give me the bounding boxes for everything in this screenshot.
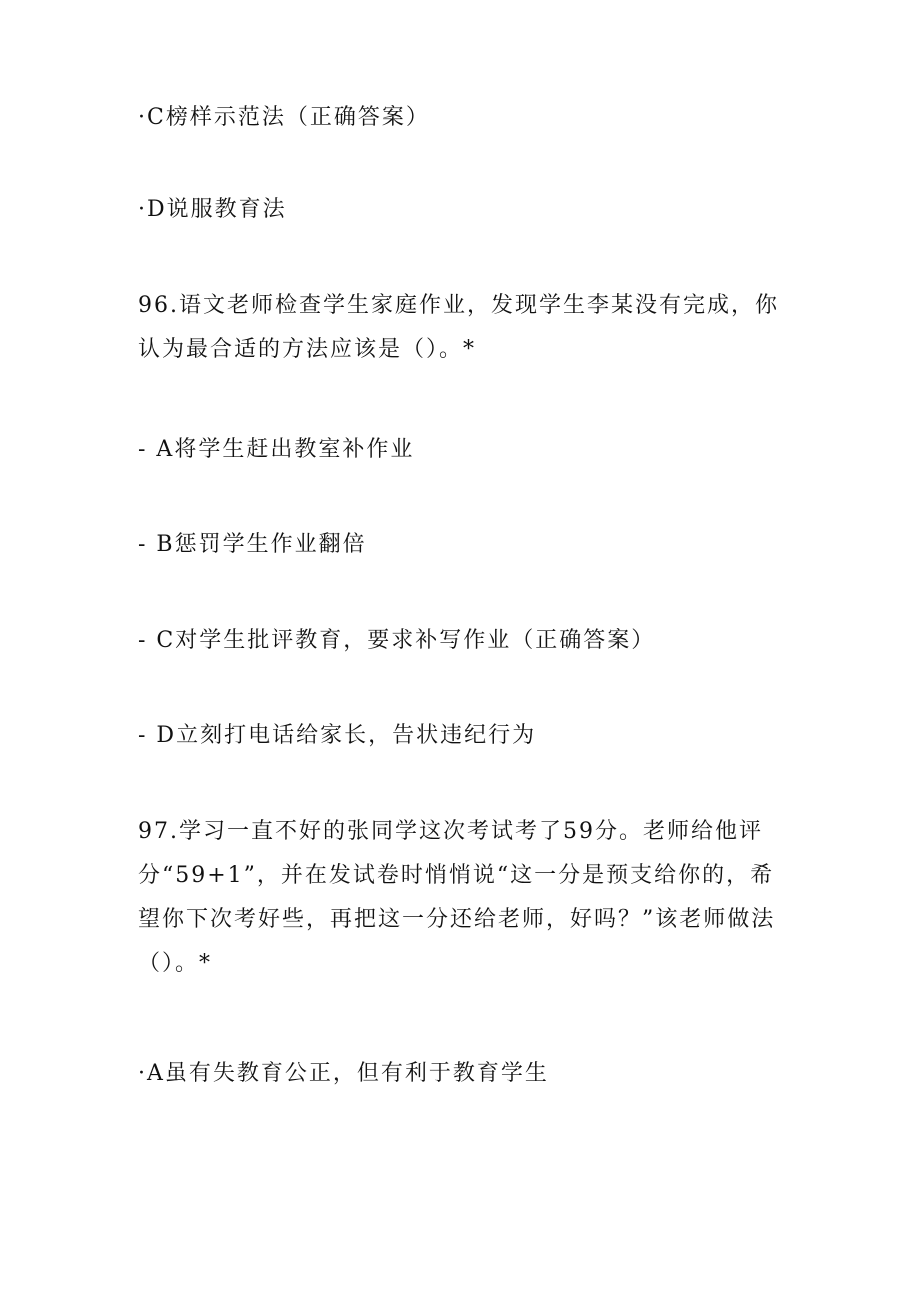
option-d-line: ·D说服教育法 <box>138 197 287 222</box>
question-97: 97.学习一直不好的张同学这次考试考了59分。老师给他评分“59+1”，并在发试卷时悄悄说“这一分是预支给你的，希望你下次考好些，再把这一分还给老师，好吗？”该老师做法（）。* <box>138 819 776 976</box>
q96-option-a: - A将学生赶出教室补作业 <box>138 437 415 462</box>
q97-option-a: ·A虽有失教育公正，但有利于教育学生 <box>138 1061 549 1086</box>
q96-option-d: - D立刻打电话给家长，告状违纪行为 <box>138 723 537 748</box>
q96-option-c: - C对学生批评教育，要求补写作业（正确答案） <box>138 628 656 653</box>
q96-option-b: - B惩罚学生作业翻倍 <box>138 532 367 557</box>
question-96: 96.语文老师检查学生家庭作业，发现学生李某没有完成，你认为最合适的方法应该是（）。* <box>138 293 779 362</box>
option-c-line: ·C榜样示范法（正确答案） <box>138 105 430 130</box>
